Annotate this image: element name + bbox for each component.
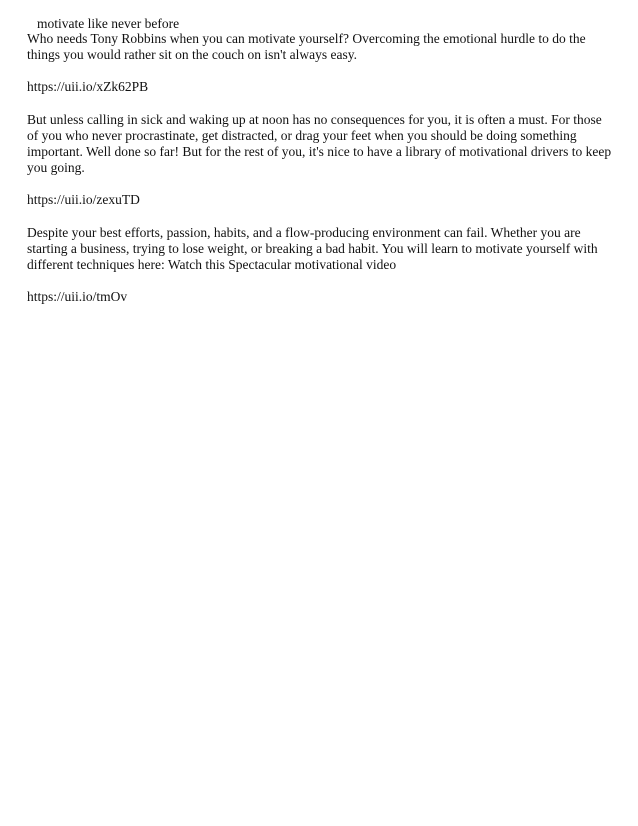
- document-title: motivate like never before: [37, 16, 180, 31]
- procrastination-paragraph: But unless calling in sick and waking up at noon has no consequences for you, it is often a must. For those of you who never procrastinate, get distracted, or drag your feet when you should be doing something important. Well done so far! But for the rest of you, it's nice to have a library of motivational drivers to keep you going.: [27, 111, 612, 176]
- document-body: [27, 31, 612, 321]
- link-2[interactable]: https://uii.io/zexuTD: [27, 192, 140, 208]
- intro-paragraph: Who needs Tony Robbins when you can motivate yourself? Overcoming the emotional hurdle to do the things you would rather sit on the couch on isn't always easy.: [27, 31, 586, 63]
- link-3[interactable]: https://uii.io/tmOv: [27, 289, 128, 305]
- techniques-paragraph: Despite your best efforts, passion, habits, and a flow-producing environment can fail. Whether you are starting a business, trying to lose weight, or breaking a bad habit. You will learn to motivate yourself with different techniques here: Watch this Spectacular motivational video: [27, 224, 598, 273]
- link-1[interactable]: https://uii.io/xZk62PB: [27, 79, 149, 95]
